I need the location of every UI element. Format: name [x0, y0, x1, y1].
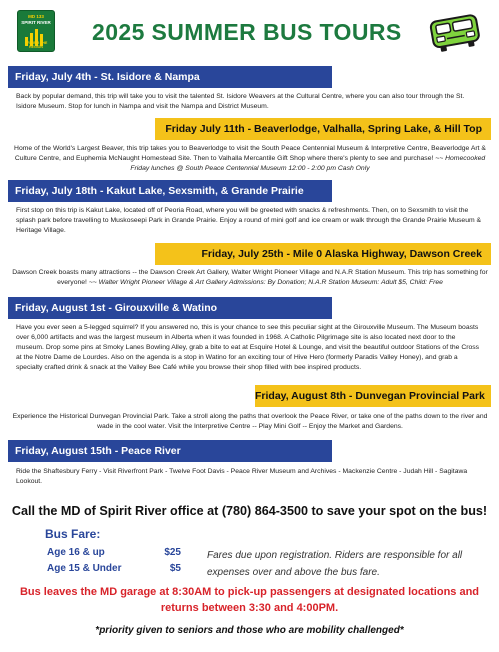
tour-text: Experience the Historical Dunvegan Provincial Park. Take a stroll along the paths that overlook the Peace River, or take one of the paths down to the river and wade in the cool water. Visit the Interpretive Centre -- Play Mini Golf -- Enjoy the Market and Gardens.	[12, 413, 488, 430]
tour-description	[12, 412, 488, 432]
fare-title: Bus Fare:	[45, 527, 101, 541]
fare-price: $5	[169, 563, 181, 574]
departure-info: Bus leaves the MD garage at 8:30AM to pick-up passengers at designated locations and returns between 3:30 and 4:00PM.	[19, 586, 480, 614]
tour-description	[16, 467, 484, 487]
fare-price: $25	[164, 547, 181, 558]
tour-heading: Friday, August 8th - Dunvegan Provincial Park	[255, 385, 491, 407]
tour-text: Have you ever seen a 5-legged squirrel? If you answered no, this is your chance to see this peculiar sight at the Girouxville Museum. The Museum boasts over 6,000 artifacts and was the largest museum in Alberta when it was founded in 1968. A Catholic Pilgrimage site is also located next door to the museum. Drop some pins at Smoky Lanes Bowling Alley, grab a bite to eat at Esquire Hotel & Lounge, and visit the beautiful outdoor Stations of the Cross at the Notre Dame de Lourdes. Also on the agenda is a stop in Watino for an exciting tour of Hive Hero (formerly Paradis Valley Honey), and grab a specialty crafted drink & snack at the Valley Bee Café while you browse their shop filled with bee inspired products.	[16, 324, 480, 371]
page-title: 2025 SUMMER BUS TOURS	[92, 19, 402, 45]
tour-text: First stop on this trip is Kakut Lake, located off of Peoria Road, where you will be greeted with snacks & refreshments. Then, on to Sexsmith to visit the splash park before travelling to Muskoseepi Park in Grande Prairie. Enjoy a round of mini golf and ice cream or walk through the Grande Prairie Museum & Heritage Village.	[16, 207, 482, 234]
tour-description	[16, 206, 484, 236]
logo-line-3: DRIVING THE REGION	[24, 41, 48, 49]
logo-line-2: SPIRIT RIVER	[21, 20, 51, 25]
tour-heading: Friday, July 25th - Mile 0 Alaska Highway, Dawson Creek	[155, 243, 491, 265]
priority-note: *priority given to seniors and those who are mobility challenged*	[95, 625, 404, 636]
header	[0, 0, 499, 64]
logo-line-1: MD 133	[28, 14, 44, 19]
fare-note: Fares due upon registration. Riders are responsible for all expenses over and above the bus fare.	[207, 550, 463, 578]
tour-note: ~~ Homecooked Friday lunches @ South Peace Centennial Museum 12:00 - 2:00 pm Cash Only	[130, 155, 486, 172]
fare-label: Age 16 & up	[47, 547, 105, 558]
tour-text: Dawson Creek boasts many attractions -- the Dawson Creek Art Gallery, Walter Wright Pioneer Village and N.A.R Station Museum. This trip has something for everyone!	[12, 269, 488, 286]
fare-row	[47, 563, 181, 574]
tour-heading: Friday July 11th - Beaverlodge, Valhalla, Spring Lake, & Hill Top	[155, 118, 491, 140]
tour-description	[16, 92, 484, 112]
tour-text: Back by popular demand, this trip will take you to visit the talented St. Isidore Weavers at the Cultural Centre, where you can also tour through the St. Isidore Museum. Stop for lunch in Nampa and visit the Nampa and District Museum.	[16, 93, 465, 110]
tour-heading: Friday, July 4th - St. Isidore & Nampa	[8, 66, 332, 88]
tour-description	[16, 323, 484, 373]
tour-text: Home of the World's Largest Beaver, this trip takes you to Beaverlodge to visit the South Peace Centennial Museum & Interpretive Centre, Beaverlodge Art & Culture Centre, and Euphemia McNaught Homestead Site. Then to Valhalla Mercantile Gift Shop where there's plenty to see and purchase!	[14, 145, 486, 162]
md-logo	[17, 10, 55, 52]
fare-label: Age 15 & Under	[47, 563, 122, 574]
tour-heading: Friday, August 15th - Peace River	[8, 440, 332, 462]
tour-description	[12, 268, 488, 288]
tour-description	[12, 144, 488, 174]
tour-heading: Friday, July 18th - Kakut Lake, Sexsmith, & Grande Prairie	[8, 180, 332, 202]
fare-row	[47, 547, 181, 558]
tour-note: ~~ Walter Wright Pioneer Village & Art Gallery Admissions: By Donation; N.A.R Station Museum: Adult $5, Child: Free	[88, 279, 443, 286]
call-to-action: Call the MD of Spirit River office at (780) 864-3500 to save your spot on the bus!	[11, 504, 488, 518]
tour-heading: Friday, August 1st - Girouxville & Watino	[8, 297, 332, 319]
bus-icon	[428, 12, 484, 52]
tour-text: Ride the Shaftesbury Ferry - Visit Riverfront Park - Twelve Foot Davis - Peace River Museum and Archives - Mackenzie Centre - Judah Hill - Sagitawa Lookout.	[16, 468, 468, 485]
